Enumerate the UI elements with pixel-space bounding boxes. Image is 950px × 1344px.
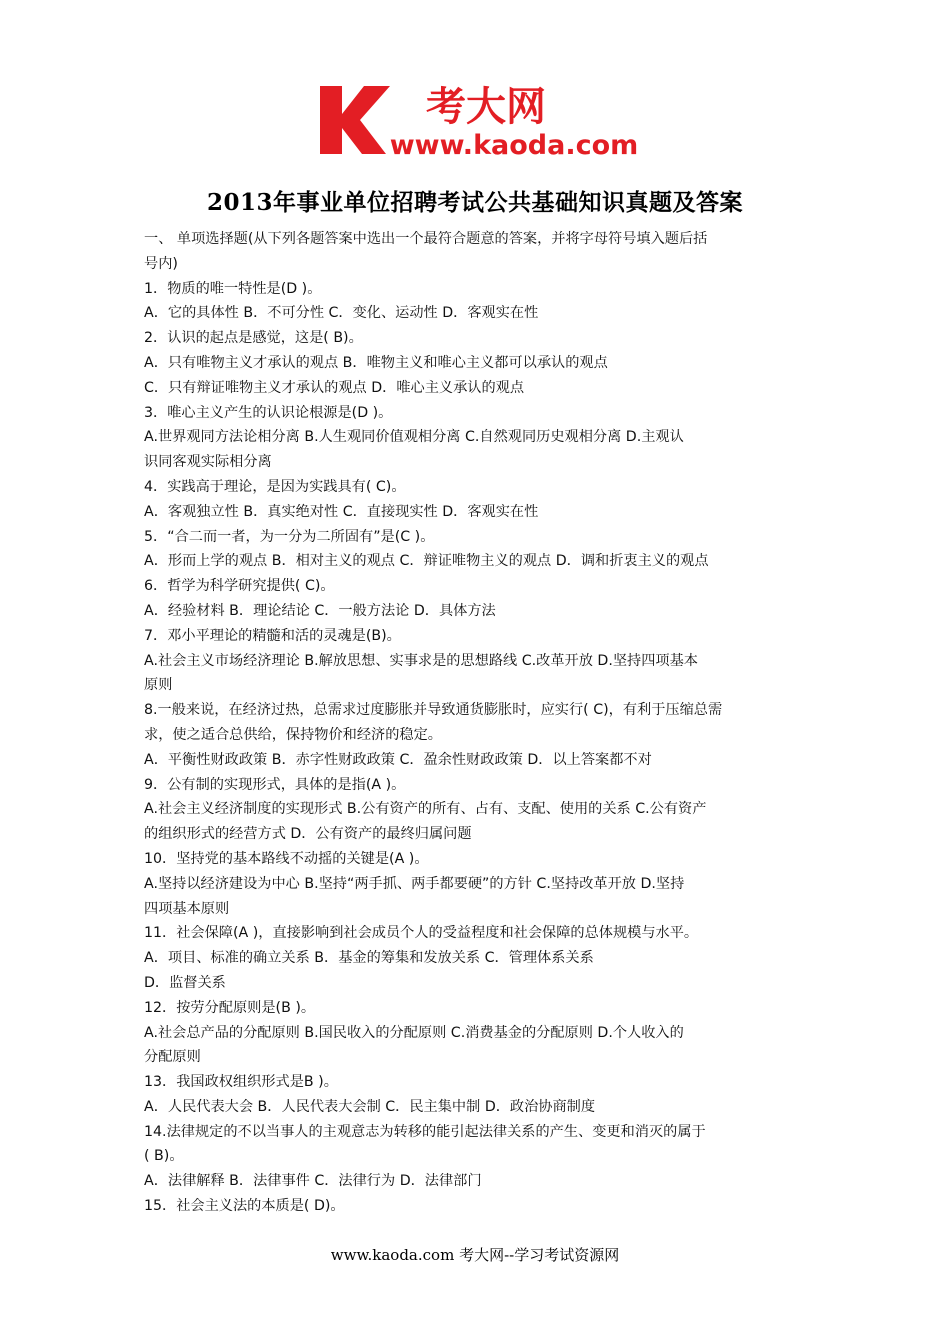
- text-line: A．法律解释 B．法律事件 C．法律行为 D．法律部门: [144, 1173, 482, 1190]
- kaoda-logo: [316, 80, 638, 160]
- text-line: 8.一般来说，在经济过热，总需求过度膨胀并导致通货膨胀时，应实行( C)，有利于压缩总需: [144, 702, 723, 719]
- text-line: A.社会主义经济制度的实现形式 B.公有资产的所有、占有、支配、使用的关系 C.公有资产: [144, 801, 707, 818]
- page-footer: www.kaoda.com 考大网--学习考试资源网: [330, 1246, 620, 1264]
- text-line: 的组织形式的经营方式 D．公有资产的最终归属问题: [144, 826, 472, 843]
- text-line: A．平衡性财政政策 B．赤字性财政政策 C．盈余性财政政策 D．以上答案都不对: [144, 751, 652, 768]
- text-line: A．项目、标准的确立关系 B．基金的筹集和发放关系 C．管理体系关系: [144, 950, 594, 967]
- text-line: A．形而上学的观点 B．相对主义的观点 C．辩证唯物主义的观点 D．调和折衷主义的观点: [144, 553, 709, 570]
- text-line: 1．物质的唯一特性是(D )。: [144, 280, 322, 297]
- text-line: A.社会总产品的分配原则 B.国民收入的分配原则 C.消费基金的分配原则 D.个人收入的: [144, 1024, 684, 1041]
- text-line: A．人民代表大会 B．人民代表大会制 C．民主集中制 D．政治协商制度: [144, 1098, 596, 1115]
- text-line: 号内): [144, 255, 178, 272]
- text-line: 15．社会主义法的本质是( D)。: [144, 1198, 345, 1215]
- text-line: A．只有唯物主义才承认的观点 B．唯物主义和唯心主义都可以承认的观点: [144, 354, 608, 371]
- text-line: A.坚持以经济建设为中心 B.坚持“两手抓、两手都要硬”的方针 C.坚持改革开放 D.坚持: [144, 875, 685, 892]
- text-line: A.社会主义市场经济理论 B.解放思想、实事求是的思想路线 C.改革开放 D.坚持四项基本: [144, 652, 698, 669]
- text-line: 识同客观实际相分离: [144, 454, 272, 471]
- text-line: 原则: [144, 677, 173, 694]
- text-line: ( B)。: [144, 1148, 184, 1165]
- text-line: A．经验材料 B．理论结论 C．一般方法论 D．具体方法: [144, 602, 496, 619]
- text-line: A.世界观同方法论相分离 B.人生观同价值观相分离 C.自然观同历史观相分离 D.主观认: [144, 429, 684, 446]
- text-line: D．监督关系: [144, 974, 226, 991]
- text-line: 5．“合二而一者，为一分为二所固有”是(C )。: [144, 528, 435, 545]
- text-line: 一、 单项选择题(从下列各题答案中选出一个最符合题意的答案，并将字母符号填入题后括: [144, 231, 708, 247]
- text-line: 2．认识的起点是感觉，这是( B)。: [144, 330, 363, 347]
- text-line: 14.法律规定的不以当事人的主观意志为转移的能引起法律关系的产生、变更和消灭的属于: [144, 1123, 706, 1140]
- kaoda-logo-graphic: [316, 80, 638, 160]
- text-line: A．客观独立性 B．真实绝对性 C．直接现实性 D．客观实在性: [144, 503, 539, 520]
- text-line: 3．唯心主义产生的认识论根源是(D )。: [144, 404, 393, 421]
- text-line: 12．按劳分配原则是(B )。: [144, 999, 316, 1016]
- page-title: 2013年事业单位招聘考试公共基础知识真题及答案: [206, 189, 743, 216]
- text-line: 6．哲学为科学研究提供( C)。: [144, 578, 335, 595]
- text-line: 求，使之适合总供给，保持物价和经济的稳定。: [144, 726, 442, 743]
- question-list: [144, 227, 808, 1219]
- text-line: 10．坚持党的基本路线不动摇的关键是(A )。: [144, 850, 429, 867]
- text-line: 分配原则: [144, 1049, 201, 1066]
- text-line: 9．公有制的实现形式，具体的是指(A )。: [144, 776, 406, 793]
- text-line: 4．实践高于理论，是因为实践具有( C)。: [144, 478, 406, 495]
- text-line: 13．我国政权组织形式是B )。: [144, 1074, 338, 1091]
- text-line: 11．社会保障(A )，直接影响到社会成员个人的受益程度和社会保障的总体规模与水平。: [144, 925, 699, 942]
- k-logo-icon: [320, 86, 390, 154]
- text-line: A．它的具体性 B．不可分性 C．变化、运动性 D．客观实在性: [144, 305, 539, 322]
- text-line: 四项基本原则: [144, 900, 230, 917]
- logo-chinese-text: 考大网: [426, 84, 546, 130]
- text-line: C．只有辩证唯物主义才承认的观点 D．唯心主义承认的观点: [144, 379, 525, 396]
- logo-url-text: www.kaoda.com: [389, 130, 638, 160]
- text-line: 7．邓小平理论的精髓和活的灵魂是(B)。: [144, 627, 401, 644]
